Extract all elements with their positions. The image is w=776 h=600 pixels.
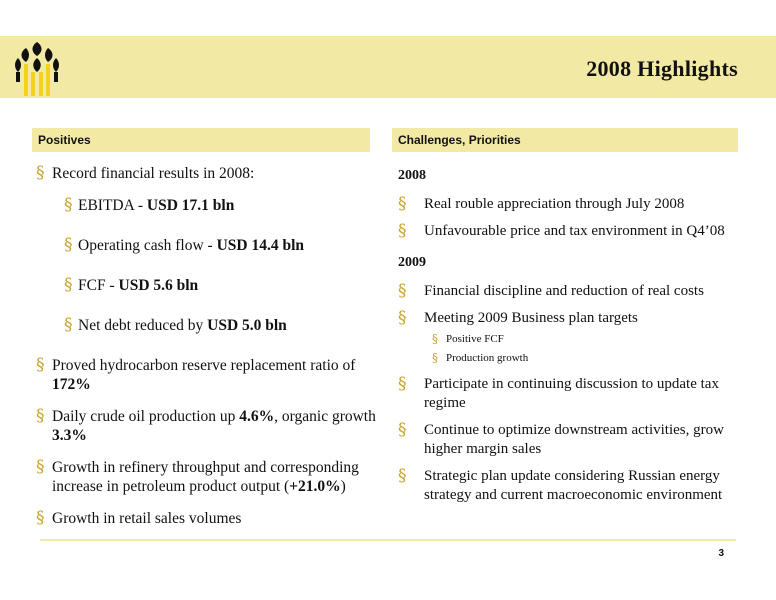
section-bullet-icon: § [36, 355, 45, 375]
section-bullet-icon: § [432, 332, 438, 346]
section-bullet-icon: § [398, 221, 407, 241]
section-bullet-icon: § [36, 508, 45, 528]
section-bullet-icon: § [36, 163, 45, 183]
list-item: § Growth in refinery throughput and corresponding increase in petroleum product output (+21.0%) [36, 457, 359, 495]
section-bullet-icon: § [64, 315, 73, 335]
list-item: § Net debt reduced by USD 5.0 bln [64, 315, 287, 335]
list-item: § Strategic plan update considering Russian energy strategy and current macroeconomic environment [398, 466, 723, 503]
section-bullet-icon: § [398, 420, 407, 440]
list-item: § EBITDA - USD 17.1 bln [64, 195, 235, 215]
list-item: § Daily crude oil production up 4.6%, organic growth 3.3% [36, 406, 376, 444]
section-bullet-icon: § [398, 466, 407, 486]
section-bullet-icon: § [36, 406, 45, 426]
footer-divider [40, 539, 736, 541]
positives-column [36, 164, 376, 541]
section-bullet-icon: § [64, 275, 73, 295]
section-bullet-icon: § [432, 351, 438, 365]
sub-list [398, 332, 758, 366]
list-item: § Record financial results in 2008: [36, 163, 255, 183]
rosneft-logo-icon [14, 40, 60, 98]
year-heading-2008: 2008 [398, 168, 426, 183]
section-bullet-icon: § [64, 195, 73, 215]
section-bullet-icon: § [64, 235, 73, 255]
section-bullet-icon: § [398, 194, 407, 214]
list-item: § Proved hydrocarbon reserve replacement ratio of 172% [36, 355, 356, 393]
list-item: § Real rouble appreciation through July 2008 [398, 194, 685, 214]
list-item: § Positive FCF [432, 332, 504, 346]
list-item: § Operating cash flow - USD 14.4 bln [64, 235, 305, 255]
section-bullet-icon: § [398, 374, 407, 394]
positives-heading: Positives [32, 128, 370, 152]
challenges-heading: Challenges, Priorities [392, 128, 738, 152]
section-bullet-icon: § [398, 281, 407, 301]
challenges-column [398, 168, 758, 513]
year-heading-2009: 2009 [398, 255, 426, 270]
list-item: § Growth in retail sales volumes [36, 508, 242, 528]
list-item: § Financial discipline and reduction of real costs [398, 281, 704, 301]
list-item: § FCF - USD 5.6 bln [64, 275, 199, 295]
list-item: § Meeting 2009 Business plan targets [398, 308, 638, 328]
section-bullet-icon: § [36, 457, 45, 477]
list-item: § Continue to optimize downstream activities, grow higher margin sales [398, 420, 724, 457]
page-title: 2008 Highlights [586, 56, 738, 81]
list-item: § Production growth [432, 351, 529, 365]
list-item: § Unfavourable price and tax environment in Q4’08 [398, 221, 725, 241]
list-item: § Participate in continuing discussion to update tax regime [398, 374, 719, 411]
page-number: 3 [718, 548, 724, 559]
section-bullet-icon: § [398, 308, 407, 328]
